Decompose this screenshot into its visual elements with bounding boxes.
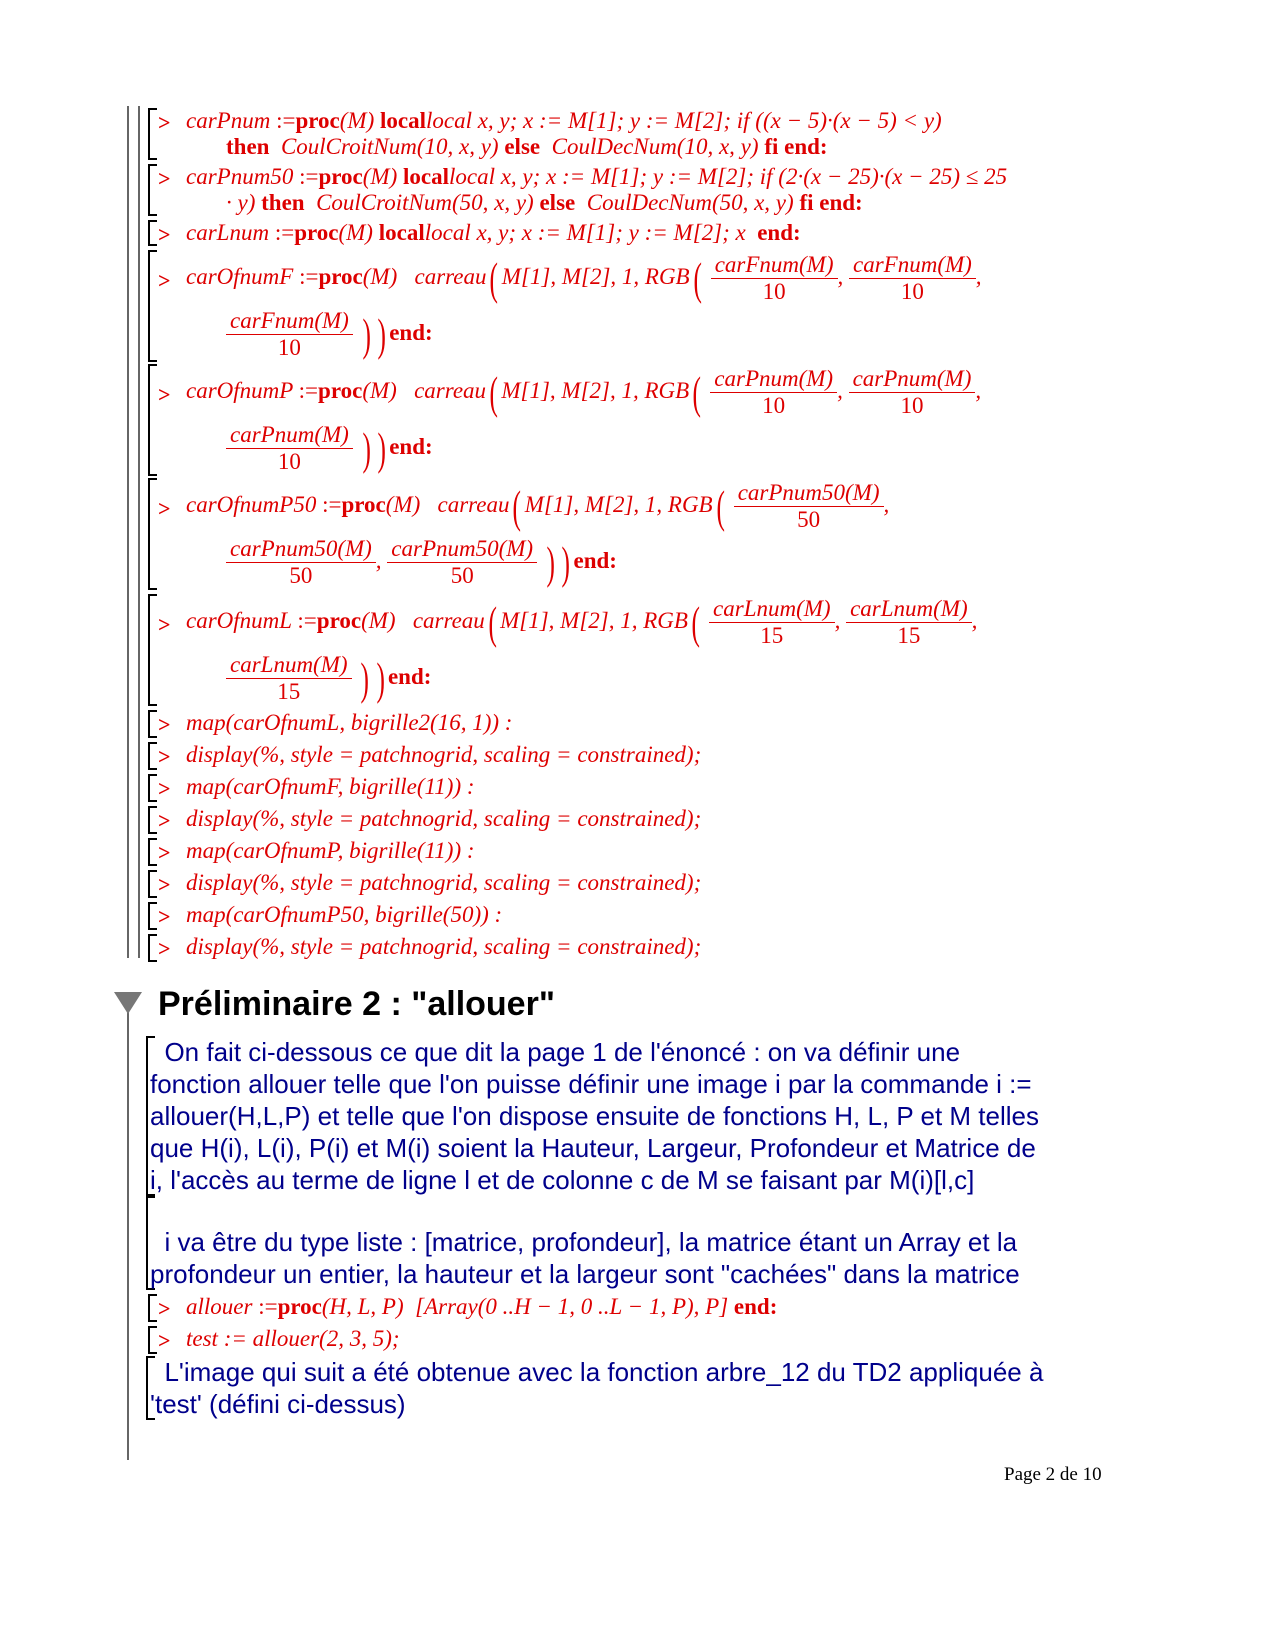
code-line-carofnump50[interactable]: carOfnumP50 :=proc(M) carreau( M[1], M[2], 1, RGB( $\frac{\text{carPnum50(M)}}{50}$ ,	[186, 480, 890, 532]
bracket	[148, 108, 157, 160]
fraction: $\frac{\text{carPnum(M)}}{10}$	[226, 422, 353, 475]
prompt: >	[158, 904, 171, 929]
bracket	[148, 220, 157, 246]
text-line: i, l'accès au terme de ligne l et de colonne c de M se faisant par M(i)[l,c]	[150, 1165, 975, 1195]
group-line-inner	[138, 106, 140, 958]
prompt: >	[158, 166, 171, 191]
group-line-outer	[127, 106, 129, 958]
prompt: >	[158, 712, 171, 737]
prompt: >	[158, 776, 171, 801]
bracket	[148, 478, 157, 590]
bracket	[148, 364, 157, 476]
command-line[interactable]: display(%, style = patchnogrid, scaling = constrained);	[186, 742, 702, 767]
code-line-carpnum50-2[interactable]: · y) then CoulCroitNum(50, x, y) else CoulDecNum(50, x, y) fi end:	[226, 190, 863, 215]
code-line-carofnuml-2[interactable]: $\frac{\text{carLnum(M)}}{15}$ ) ) end:	[226, 652, 431, 705]
bracket	[148, 1294, 157, 1322]
bracket	[148, 250, 157, 362]
code-line-carpnum-2[interactable]: then CoulCroitNum(10, x, y) else CoulDecNum(10, x, y) fi end:	[226, 134, 828, 159]
prompt: >	[158, 744, 171, 769]
code-line-carpnum50[interactable]: carPnum50 :=proc(M) locallocal x, y; x := M[1]; y := M[2]; if (2·(x − 25)·(x − 25) ≤ 25	[186, 164, 1008, 189]
prompt: >	[158, 1328, 171, 1353]
bracket	[148, 774, 157, 802]
command-line[interactable]: map(carOfnumL, bigrille2(16, 1)) :	[186, 710, 513, 735]
code-line-carpnum[interactable]: carPnum :=proc(M) locallocal x, y; x := M[1]; y := M[2]; if ((x − 5)·(x − 5) < y)	[186, 108, 942, 133]
paragraph	[150, 1356, 1150, 1420]
command-line[interactable]: display(%, style = patchnogrid, scaling = constrained);	[186, 870, 702, 895]
prompt: >	[158, 808, 171, 833]
code-line-carofnumf[interactable]: carOfnumF :=proc(M) carreau( M[1], M[2], 1, RGB( $\frac{\text{carFnum(M)}}{10}$ , $\frac{\text{carFnum(M)}}{10}$ ,	[186, 252, 982, 304]
fraction: $\frac{\text{carLnum(M)}}{15}$	[709, 596, 835, 649]
text-line: profondeur un entier, la hauteur et la largeur sont "cachées" dans la matrice	[150, 1259, 1020, 1289]
bracket	[148, 806, 157, 834]
section-line	[127, 1010, 129, 1460]
paragraph	[150, 1226, 1150, 1290]
collapse-triangle-icon[interactable]	[114, 992, 142, 1014]
bracket	[148, 838, 157, 866]
bracket	[148, 742, 157, 770]
page-number: Page 2 de 10	[1004, 1464, 1102, 1485]
command-line[interactable]: map(carOfnumP50, bigrille(50)) :	[186, 902, 503, 927]
code-line-carofnump50-2[interactable]: $\frac{\text{carPnum50(M)}}{50}$ , $\frac{\text{carPnum50(M)}}{50}$ ) ) end:	[226, 536, 617, 589]
code-line-carofnumf-2[interactable]: $\frac{\text{carFnum(M)}}{10}$ ) ) end:	[226, 308, 433, 361]
bracket	[148, 1326, 157, 1354]
text-line: que H(i), L(i), P(i) et M(i) soient la Hauteur, Largeur, Profondeur et Matrice de	[150, 1133, 1036, 1163]
fraction: $\frac{\text{carLnum(M)}}{15}$	[226, 652, 352, 705]
bracket	[148, 934, 157, 962]
command-line[interactable]: map(carOfnumP, bigrille(11)) :	[186, 838, 475, 863]
fraction: $\frac{\text{carLnum(M)}}{15}$	[846, 596, 972, 649]
code-line-allouer[interactable]: allouer :=proc(H, L, P) [Array(0 ..H − 1, 0 ..L − 1, P), P] end:	[186, 1294, 778, 1319]
prompt: >	[158, 840, 171, 865]
code-line-carofnump[interactable]: carOfnumP :=proc(M) carreau( M[1], M[2], 1, RGB( $\frac{\text{carPnum(M)}}{10}$ , $\frac{\text{carPnum(M)}}{10}$ ,	[186, 366, 982, 418]
prompt: >	[158, 936, 171, 961]
fraction: $\frac{\text{carPnum(M)}}{10}$	[710, 366, 837, 419]
prompt: >	[158, 1296, 171, 1321]
code-line-test[interactable]: test := allouer(2, 3, 5);	[186, 1326, 400, 1351]
prompt: >	[158, 382, 171, 407]
prompt: >	[158, 222, 171, 247]
code-line-carofnuml[interactable]: carOfnumL :=proc(M) carreau( M[1], M[2], 1, RGB( $\frac{\text{carLnum(M)}}{15}$ , $\frac{\text{carLnum(M)}}{15}$ ,	[186, 596, 978, 648]
code-line-carlnum[interactable]: carLnum :=proc(M) locallocal x, y; x := M[1]; y := M[2]; x end:	[186, 220, 801, 245]
text-line: fonction allouer telle que l'on puisse définir une image i par la commande i :=	[150, 1069, 1032, 1099]
prompt: >	[158, 268, 171, 293]
code-line-carofnump-2[interactable]: $\frac{\text{carPnum(M)}}{10}$ ) ) end:	[226, 422, 433, 475]
command-line[interactable]: map(carOfnumF, bigrille(11)) :	[186, 774, 475, 799]
text-line: 'test' (défini ci-dessus)	[150, 1389, 406, 1419]
fraction: $\frac{\text{carPnum50(M)}}{50}$	[387, 536, 537, 589]
text-line: i va être du type liste : [matrice, profondeur], la matrice étant un Array et la	[150, 1227, 1018, 1257]
prompt: >	[158, 496, 171, 521]
prompt: >	[158, 110, 171, 135]
bracket	[148, 710, 157, 738]
section-title: Préliminaire 2 : "allouer"	[158, 985, 555, 1023]
bracket	[148, 870, 157, 898]
fraction: $\frac{\text{carPnum50(M)}}{50}$	[734, 480, 884, 533]
bracket	[148, 594, 157, 706]
command-line[interactable]: display(%, style = patchnogrid, scaling = constrained);	[186, 934, 702, 959]
fraction: $\frac{\text{carFnum(M)}}{10}$	[226, 308, 353, 361]
bracket	[148, 164, 157, 216]
fraction: $\frac{\text{carFnum(M)}}{10}$	[849, 252, 976, 305]
text-line: On fait ci-dessous ce que dit la page 1 de l'énoncé : on va définir une	[150, 1037, 961, 1067]
bracket	[148, 902, 157, 930]
fraction: $\frac{\text{carFnum(M)}}{10}$	[711, 252, 838, 305]
prompt: >	[158, 612, 171, 637]
paragraph	[150, 1036, 1150, 1196]
fraction: $\frac{\text{carPnum50(M)}}{50}$	[226, 536, 376, 589]
text-line: allouer(H,L,P) et telle que l'on dispose ensuite de fonctions H, L, P et M telles	[150, 1101, 1039, 1131]
prompt: >	[158, 872, 171, 897]
fraction: $\frac{\text{carPnum(M)}}{10}$	[849, 366, 976, 419]
text-line: L'image qui suit a été obtenue avec la fonction arbre_12 du TD2 appliquée à	[150, 1357, 1044, 1387]
command-line[interactable]: display(%, style = patchnogrid, scaling = constrained);	[186, 806, 702, 831]
